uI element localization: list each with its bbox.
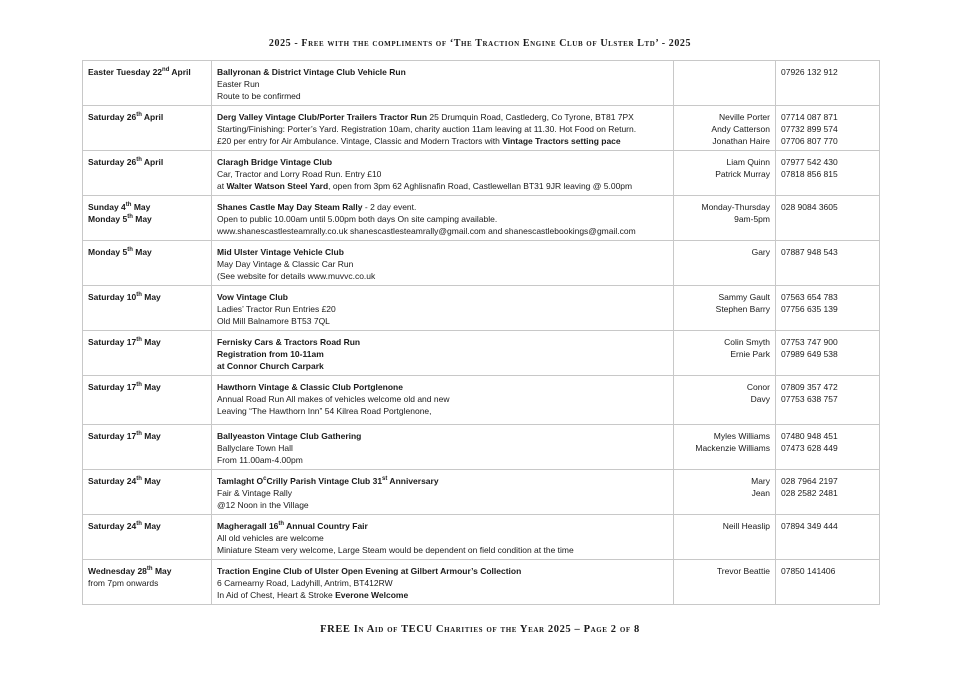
event-row xyxy=(83,331,880,376)
event-row xyxy=(83,106,880,151)
event-title: Mid Ulster Vintage Vehicle Club xyxy=(217,247,344,257)
event-date: Sunday 4th May Monday 5th May xyxy=(83,196,212,241)
event-contact: Liam Quinn Patrick Murray xyxy=(674,151,776,196)
event-title: Fernisky Cars & Tractors Road Run xyxy=(217,337,361,347)
event-contact: Conor Davy xyxy=(674,376,776,425)
event-contact: Sammy Gault Stephen Barry xyxy=(674,286,776,331)
event-phone: 07563 654 783 07756 635 139 xyxy=(776,286,880,331)
event-contact: Trevor Beattie xyxy=(674,560,776,605)
event-date: Saturday 17th May xyxy=(83,376,212,425)
event-details: Magheragall 16th Annual Country Fair All old vehicles are welcome Miniature Steam very welcome, Large Steam would be dependent on field condition at the time xyxy=(212,515,674,560)
event-details: Claragh Bridge Vintage Club Car, Tractor and Lorry Road Run. Entry £10 at Walter Watson Steel Yard, open from 3pm 62 Aghlisnafin Road, Castlewellan BT31 9JR leaving @ 5.00pm xyxy=(212,151,674,196)
event-row xyxy=(83,376,880,425)
event-details: Hawthorn Vintage & Classic Club Portglenone Annual Road Run All makes of vehicles welcome old and new Leaving “The Hawthorn Inn” 54 Kilrea Road Portglenone, xyxy=(212,376,674,425)
event-title: Shanes Castle May Day Steam Rally xyxy=(217,202,363,212)
event-details: Tamlaght $O^cCrilly$ Parish Vintage Club 31st Anniversary Fair & Vintage Rally @12 Noon in the Village xyxy=(212,470,674,515)
event-details: Shanes Castle May Day Steam Rally - 2 day event. Open to public 10.00am until 5.00pm both days On site camping available. www.shanescastlesteamrally.co.uk shanescastlesteamrally@gmail.com and shanescastlebookings@gmail.com xyxy=(212,196,674,241)
event-contact: Colin Smyth Ernie Park xyxy=(674,331,776,376)
event-phone: 07894 349 444 xyxy=(776,515,880,560)
event-contact xyxy=(674,61,776,106)
event-row xyxy=(83,470,880,515)
event-date: Saturday 26th April xyxy=(83,106,212,151)
event-title: Ballyronan & District Vintage Club Vehicle Run xyxy=(217,67,406,77)
event-details: Derg Valley Vintage Club/Porter Trailers Tractor Run 25 Drumquin Road, Castlederg, Co Tyrone, BT81 7PX Starting/Finishing: Porter’s Yard. Registration 10am, charity auction 11am leaving at 11.30. Hot Food on Return. £20 per entry for Air Ambulance. Vintage, Classic and Modern Tractors with Vintage Tractors setting pace xyxy=(212,106,674,151)
event-phone: 028 7964 2197 028 2582 2481 xyxy=(776,470,880,515)
event-title: Derg Valley Vintage Club/Porter Trailers Tractor Run xyxy=(217,112,428,122)
event-details: Ballyeaston Vintage Club Gathering Ballyclare Town Hall From 11.00am-4.00pm xyxy=(212,425,674,470)
event-contact: Monday-Thursday 9am-5pm xyxy=(674,196,776,241)
event-title: Tamlaght $O^cCrilly$ Parish Vintage Club 31st Anniversary xyxy=(217,476,439,486)
event-phone: 07753 747 900 07989 649 538 xyxy=(776,331,880,376)
event-title: Magheragall 16th Annual Country Fair xyxy=(217,521,368,531)
event-row xyxy=(83,560,880,605)
page-header: 2025 - Free with the compliments of ‘The Traction Engine Club of Ulster Ltd’ - 2025 xyxy=(268,38,692,49)
event-date: Saturday 24th May xyxy=(83,515,212,560)
event-contact: Gary xyxy=(674,241,776,286)
event-title: Claragh Bridge Vintage Club xyxy=(217,157,333,167)
event-row xyxy=(83,61,880,106)
event-date: Saturday 17th May xyxy=(83,425,212,470)
event-details: Ballyronan & District Vintage Club Vehicle Run Easter Run Route to be confirmed xyxy=(212,61,674,106)
event-row xyxy=(83,196,880,241)
event-row xyxy=(83,286,880,331)
events-table xyxy=(82,60,880,605)
event-row xyxy=(83,241,880,286)
event-details: Vow Vintage Club Ladies’ Tractor Run Entries £20 Old Mill Balnamore BT53 7QL xyxy=(212,286,674,331)
event-contact: Neville Porter Andy Catterson Jonathan Haire xyxy=(674,106,776,151)
event-row xyxy=(83,425,880,470)
event-title: Traction Engine Club of Ulster Open Evening at Gilbert Armour’s Collection xyxy=(217,566,522,576)
event-contact: Neill Heaslip xyxy=(674,515,776,560)
event-row xyxy=(83,151,880,196)
event-details: Mid Ulster Vintage Vehicle Club May Day Vintage & Classic Car Run (See website for details www.muvvc.co.uk xyxy=(212,241,674,286)
event-date: Saturday 10th May xyxy=(83,286,212,331)
event-details: Fernisky Cars & Tractors Road Run Registration from 10-11am at Connor Church Carpark xyxy=(212,331,674,376)
event-contact: Myles Williams Mackenzie Williams xyxy=(674,425,776,470)
event-date: Wednesday 28th May from 7pm onwards xyxy=(83,560,212,605)
event-phone: 07977 542 430 07818 856 815 xyxy=(776,151,880,196)
event-phone: 028 9084 3605 xyxy=(776,196,880,241)
event-details: Traction Engine Club of Ulster Open Evening at Gilbert Armour’s Collection 6 Carnearny Road, Ladyhill, Antrim, BT412RW In Aid of Chest, Heart & Stroke Everone Welcome xyxy=(212,560,674,605)
event-phone: 07850 141406 xyxy=(776,560,880,605)
event-phone: 07809 357 472 07753 638 757 xyxy=(776,376,880,425)
event-contact: Mary Jean xyxy=(674,470,776,515)
event-date: Saturday 24th May xyxy=(83,470,212,515)
event-phone: 07887 948 543 xyxy=(776,241,880,286)
event-date: Saturday 17th May xyxy=(83,331,212,376)
event-phone: 07480 948 451 07473 628 449 xyxy=(776,425,880,470)
event-phone: 07714 087 871 07732 899 574 07706 807 770 xyxy=(776,106,880,151)
event-date: Saturday 26th April xyxy=(83,151,212,196)
event-title: Hawthorn Vintage & Classic Club Portglenone xyxy=(217,382,403,392)
event-row xyxy=(83,515,880,560)
event-title: Vow Vintage Club xyxy=(217,292,288,302)
page-footer: FREE In Aid of TECU Charities of the Year 2025 – Page 2 of 8 xyxy=(320,624,640,635)
event-date: Monday 5th May xyxy=(83,241,212,286)
event-date: Easter Tuesday 22nd April xyxy=(83,61,212,106)
event-title: Ballyeaston Vintage Club Gathering xyxy=(217,431,362,441)
event-phone: 07926 132 912 xyxy=(776,61,880,106)
